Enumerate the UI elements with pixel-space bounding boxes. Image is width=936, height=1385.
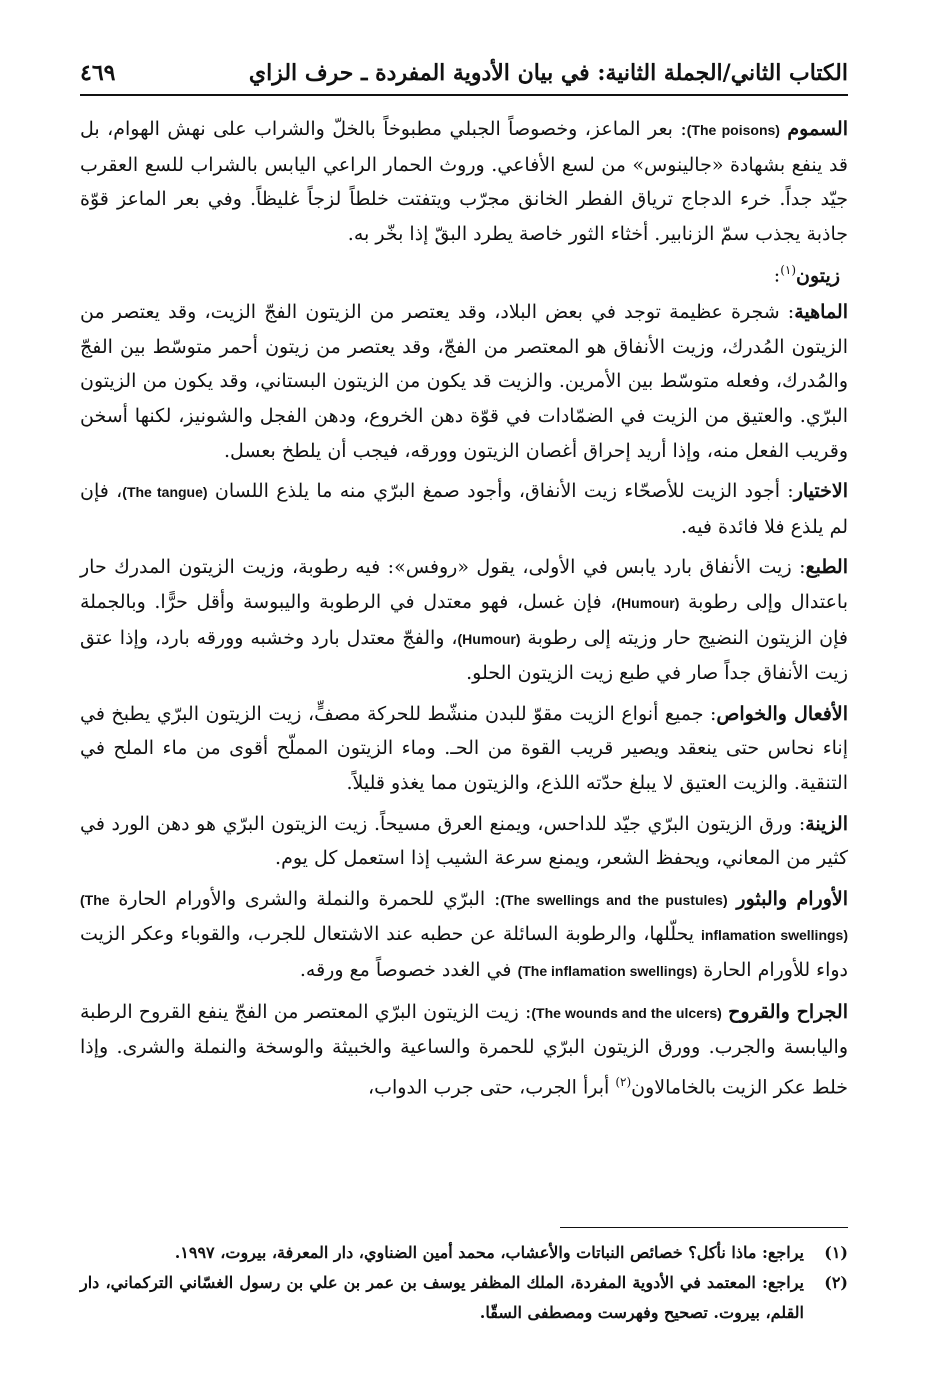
paragraph-text: ، والفجّ معتدل بارد وخشبه وورقه بارد، وإذا عتق زيت الأنفاق جداً صار في طبع زيت الزيتون الحلو.	[80, 626, 848, 685]
paragraph-selection	[80, 474, 848, 544]
english-gloss: (The wounds and the ulcers)	[531, 1004, 722, 1021]
term-heading: الأفعال والخواص	[716, 702, 848, 725]
page-body	[80, 112, 848, 1107]
paragraph-essence	[80, 295, 848, 468]
paragraph-text: : بعر الماعز، وخصوصاً الجبلي مطبوخاً بالخلّ والشراب على نهش الهوام، بل قد ينفع بشهادة «جالينوس» من لسع الأفاعي. وروث الحمار الراعي اليابس بالشراب للسع العقرب جيّد جداً. خرء الدجاج ترياق الفطر الخانق مجرّب ويتفتت خلطاً لزجاً غليظاً. وفي بعر الماعز قوّة جاذبة يجذب سمّ الزنابير. أخثاء الثور خاصة يطرد البقّ إذا بخّر به.	[80, 118, 848, 245]
paragraph-text: : شجرة عظيمة توجد في بعض البلاد، وقد يعتصر من الزيتون الفجّ الزيت، وقد يعتصر من الزيتون المُدرك، وزيت الأنفاق هو المعتصر من الفجّ، وقد يعتصر من زيتون أحمر متوسّط بين الفجّ والمُدرك، وفعله متوسّط بين الأمرين. والزيت قد يكون من الزيتون البستاني، وقد يكون من الزيتون البرّي. والعتيق من الزيت في الضمّادات في قوّة دهن الخروع، ودهن الفجل والشونيز، لكنها أسخن وقريب الفعل منه، وإذا أريد إحراق أغصان الزيتون وورقه، فيجب أن يلطخ بعسل.	[80, 301, 848, 462]
paragraph-text: ، فإن لم يلذع فلا فائدة فيه.	[80, 480, 848, 538]
paragraph-text: يحلّلها، والرطوبة السائلة عن حطبه عند الاشتعال للجرب، والقوباء وعكر الزيت دواء للأورام الحارة	[80, 923, 848, 981]
footnotes	[80, 1238, 848, 1328]
term-heading: الأورام والبثور	[736, 887, 848, 910]
english-gloss: (The tangue)	[122, 484, 208, 501]
paragraph-swellings	[80, 882, 848, 989]
term-heading: الاختيار	[793, 480, 848, 503]
term-heading: الزينة	[805, 812, 848, 835]
paragraph-text: : زيت الأنفاق بارد يابس في الأولى، يقول «روفس»: فيه رطوبة، وزيت الزيتون المدرك حار باعتدال وإلى رطوبة	[80, 556, 848, 614]
term-heading: السموم	[787, 118, 848, 140]
paragraph-text: : البرّي للحمرة والنملة والشرى والأورام الحارة	[118, 887, 501, 910]
entry-subheading	[80, 253, 848, 293]
page-header	[80, 44, 848, 96]
english-gloss: (Humour)	[457, 630, 521, 647]
footnote-text: يراجع: ماذا نأكل؟ خصائص النباتات والأعشاب، محمد أمين الضناوي، دار المعرفة، بيروت، ١٩٩٧.	[174, 1243, 804, 1262]
paragraph-actions	[80, 697, 848, 801]
subheading-suffix: :	[773, 264, 781, 287]
paragraph-text: أبرأ الجرب، حتى جرب الدواب،	[368, 1076, 616, 1099]
paragraph-wounds	[80, 995, 848, 1105]
paragraph-text: : أجود الزيت للأصحّاء زيت الأنفاق، وأجود صمغ البرّي منه ما يلذع اللسان	[214, 480, 794, 503]
english-gloss: (The inflamation swellings)	[80, 891, 848, 944]
footnote-number: (١)	[824, 1243, 848, 1262]
english-gloss: (The swellings and the pustules)	[500, 891, 728, 908]
footnote	[80, 1268, 848, 1328]
page-number: ٤٦٩	[80, 60, 116, 86]
footnote-number: (٢)	[824, 1273, 848, 1292]
paragraph-adornment	[80, 807, 848, 876]
paragraph-text: : ورق الزيتون البرّي جيّد للداحس، ويمنع العرق مسيحاً. زيت الزيتون البرّي هو دهن الورد في كثير من المعاني، ويحفظ الشعر، ويمنع سرعة الشيب إذا استعمل كل يوم.	[80, 812, 848, 870]
paragraph-poisons	[80, 112, 848, 251]
footnote-ref: (٢)	[615, 1074, 632, 1089]
paragraph-text: ، فإن غسل، فهو معتدل في الرطوبة واليبوسة وأقل حرًّا. وبالجملة فإن الزيتون النضيج حار وزيته إلى رطوبة	[80, 591, 848, 649]
footnote-separator	[560, 1227, 848, 1228]
subheading-label: زيتون	[796, 264, 840, 287]
paragraph-text: : زيت الزيتون البرّي المعتصر من الفجّ ينفع القروح الرطبة واليابسة والجرب. وورق الزيتون البرّي للحمرة والساعية والخبيثة والوسخة والنملة والشرى. وإذا خلط عكر الزيت بالخامالاون	[80, 1000, 848, 1099]
paragraph-text: في الغدد خصوصاً مع ورقه.	[299, 958, 518, 981]
term-heading: الماهية	[794, 301, 848, 324]
paragraph-nature	[80, 550, 848, 690]
term-heading: الطبع	[805, 556, 848, 579]
english-gloss: (Humour)	[616, 595, 680, 612]
footnote-text: يراجع: المعتمد في الأدوية المفردة، الملك المظفر يوسف بن عمر بن علي بن رسول الغسّاني التركماني، دار القلم، بيروت. تصحيح وفهرست ومصطفى السقّا.	[80, 1273, 804, 1322]
english-gloss: (The inflamation swellings)	[517, 962, 698, 979]
term-heading: الجراح والقروح	[728, 1000, 848, 1023]
footnote	[80, 1238, 848, 1268]
english-gloss: (The poisons)	[686, 122, 780, 138]
footnote-ref: (١)	[780, 263, 797, 278]
paragraph-text: : جميع أنواع الزيت مقوّ للبدن منشّط للحركة مصفٍّ، زيت الزيتون البرّي يطبخ في إناء نحاس حتى ينعقد ويصير قريب القوة من الحـ. وماء الزيتون المملّح أقوى من ماء الملح في التنقية. والزيت العتيق لا يبلغ حدّته اللذع، والزيتون مما يغذو قليلاً.	[80, 702, 848, 795]
running-title: الكتاب الثاني/الجملة الثانية: في بيان الأدوية المفردة ـ حرف الزاي	[248, 60, 848, 86]
